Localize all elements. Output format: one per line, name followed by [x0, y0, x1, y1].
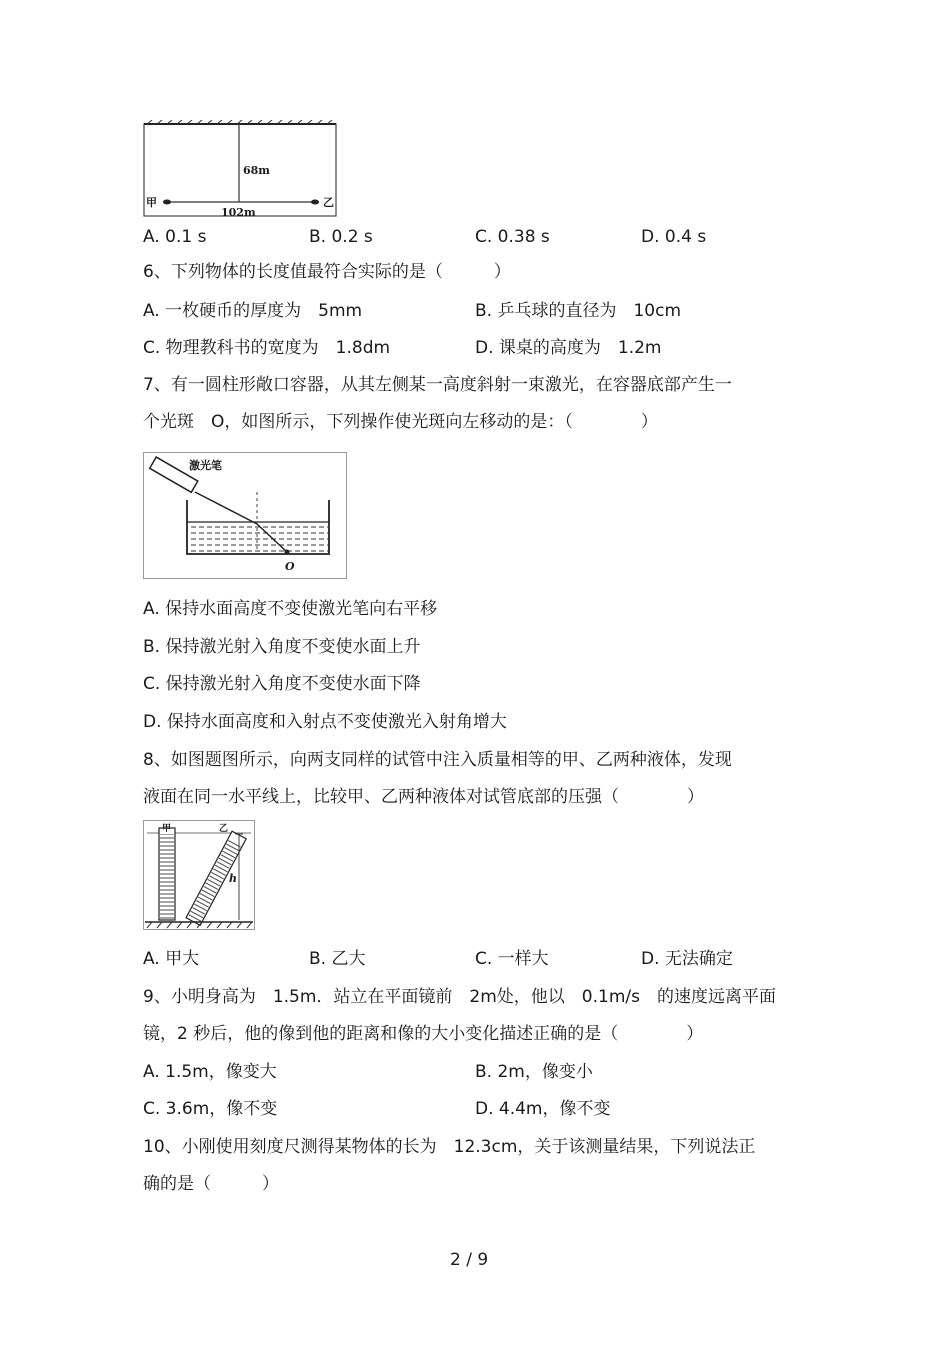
question-8-stem-line1: 8、如图题图所示，向两支同样的试管中注入质量相等的甲、乙两种液体，发现: [143, 750, 732, 770]
question-6-stem: 6、下列物体的长度值最符合实际的是（ ）: [143, 262, 511, 282]
option-d: D. 0.4 s: [641, 227, 707, 247]
option-d: D. 无法确定: [641, 949, 733, 969]
tube-a-label: 甲: [162, 824, 172, 834]
option-a: A. 保持水面高度不变使激光笔向右平移: [143, 599, 438, 619]
height-h-label: h: [229, 872, 237, 885]
option-c: C. 0.38 s: [475, 227, 550, 247]
question-7-stem-line2: 个光斑 O，如图所示，下列操作使光斑向左移动的是：（ ）: [143, 412, 658, 432]
question-8-stem-line2: 液面在同一水平线上，比较甲、乙两种液体对试管底部的压强（ ）: [143, 787, 704, 807]
width-label: 102m: [221, 206, 256, 219]
question-9-stem-line2: 镜，2 秒后，他的像到他的距离和像的大小变化描述正确的是（ ）: [143, 1024, 704, 1044]
laser-pen-label: 激光笔: [189, 459, 222, 472]
option-c: C. 物理教科书的宽度为 1.8dm: [143, 338, 391, 358]
option-c: C. 一样大: [475, 949, 549, 969]
option-b: B. 2m，像变小: [475, 1062, 593, 1082]
page-number: 2 / 9: [450, 1250, 489, 1270]
option-c: C. 保持激光射入角度不变使水面下降: [143, 674, 421, 694]
option-a: A. 甲大: [143, 949, 200, 969]
option-b: B. 乙大: [309, 949, 366, 969]
question-7-stem-line1: 7、有一圆柱形敞口容器，从其左侧某一高度斜射一束激光，在容器底部产生一: [143, 375, 732, 395]
option-c: C. 3.6m，像不变: [143, 1099, 278, 1119]
laser-container-figure: [143, 452, 347, 579]
option-b: B. 乒乓球的直径为 10cm: [475, 301, 682, 321]
option-d: D. 课桌的高度为 1.2m: [475, 338, 662, 358]
spot-o-label: O: [285, 560, 295, 573]
option-a: A. 一枚硬币的厚度为 5mm: [143, 301, 363, 321]
distance-figure: [143, 120, 337, 218]
option-b: B. 0.2 s: [309, 227, 373, 247]
option-a: A. 0.1 s: [143, 227, 207, 247]
tube-b-label: 乙: [219, 824, 229, 834]
question-9-stem-line1: 9、小明身高为 1.5m．站立在平面镜前 2m处，他以 0.1m/s 的速度远离平面: [143, 987, 776, 1007]
option-d: D. 保持水面高度和入射点不变使激光入射角增大: [143, 712, 507, 732]
height-label: 68m: [243, 164, 270, 177]
option-d: D. 4.4m，像不变: [475, 1099, 611, 1119]
right-point-label: 乙: [323, 196, 334, 209]
test-tubes-figure: [143, 820, 255, 930]
test-tubes-svg: [143, 820, 255, 930]
left-point-label: 甲: [146, 196, 157, 209]
question-10-stem-line1: 10、小刚使用刻度尺测得某物体的长为 12.3cm，关于该测量结果，下列说法正: [143, 1137, 756, 1157]
question-10-stem-line2: 确的是（ ）: [143, 1174, 279, 1194]
option-b: B. 保持激光射入角度不变使水面上升: [143, 637, 421, 657]
laser-container-svg: [143, 452, 347, 579]
option-a: A. 1.5m，像变大: [143, 1062, 277, 1082]
